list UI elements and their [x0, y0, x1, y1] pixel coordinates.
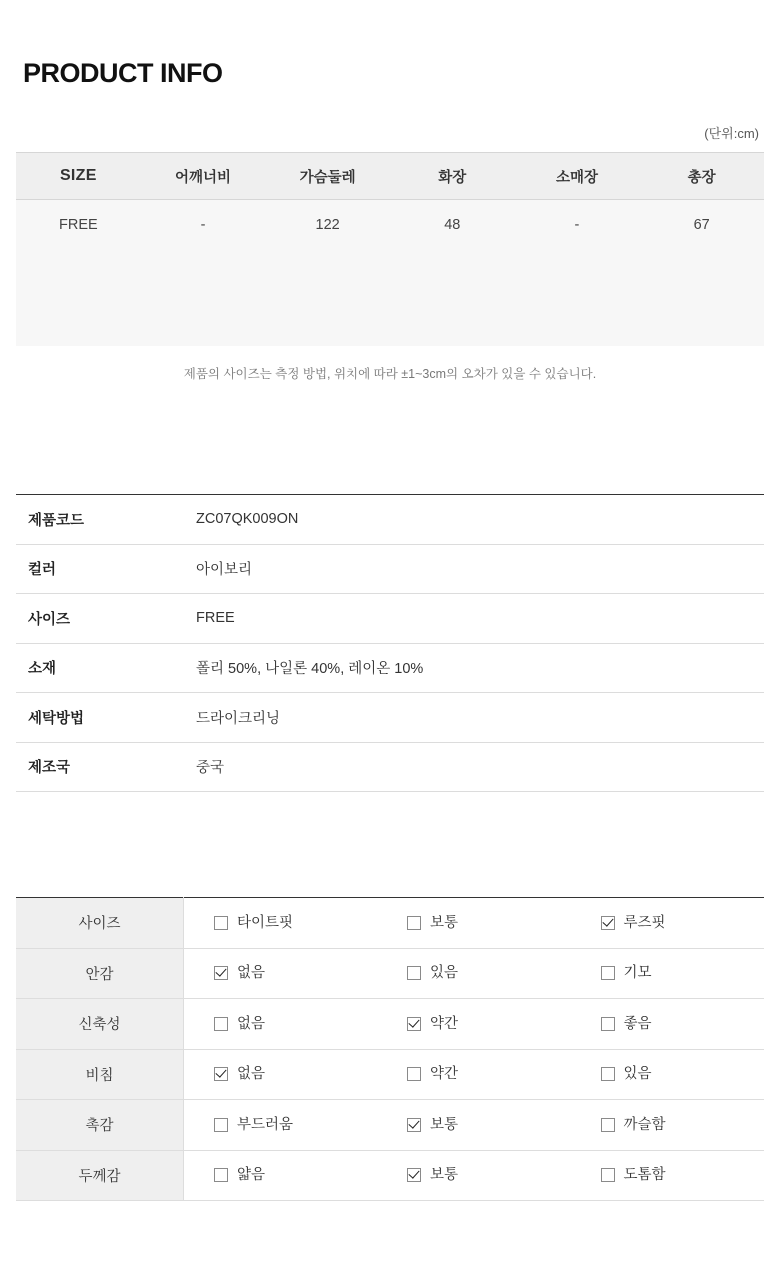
table-row [16, 594, 764, 644]
table-row [16, 1049, 764, 1100]
table-row [16, 1150, 764, 1201]
spec-value-color: 아이보리 [196, 562, 253, 579]
spec-table-body [16, 495, 764, 792]
size-column-header-total-length: 총장 [639, 153, 764, 200]
attr-option-label: 없음 [237, 1015, 266, 1032]
attr-label-fit: 사이즈 [16, 898, 184, 949]
attr-option-lining-none[interactable] [184, 948, 378, 999]
size-column-header-chest: 가슴둘레 [265, 153, 390, 200]
checkbox-unchecked-icon[interactable] [601, 1118, 615, 1132]
spec-label-product-code: 제품코드 [28, 512, 85, 529]
spec-value-size: FREE [196, 610, 235, 627]
attribute-table [16, 897, 764, 1201]
attr-option-label: 없음 [237, 965, 266, 981]
size-column-header-size: SIZE [16, 153, 141, 200]
attr-option-elasticity-slight[interactable] [377, 999, 571, 1050]
checkbox-unchecked-icon[interactable] [214, 1118, 228, 1132]
checkbox-unchecked-icon[interactable] [407, 966, 421, 980]
table-row [16, 693, 764, 743]
size-table-head [16, 153, 764, 200]
checkbox-unchecked-icon[interactable] [214, 916, 228, 930]
attr-option-texture-normal[interactable] [377, 1100, 571, 1151]
attr-option-elasticity-good[interactable] [571, 999, 765, 1050]
spec-value-washing: 드라이크리닝 [196, 710, 281, 727]
attr-option-thickness-normal[interactable] [377, 1150, 571, 1201]
checkbox-unchecked-icon[interactable] [601, 966, 615, 980]
size-cell-shoulder: - [141, 200, 266, 251]
checkbox-unchecked-icon[interactable] [407, 916, 421, 930]
table-row [16, 1100, 764, 1151]
attr-option-label: 까슬함 [623, 1116, 666, 1133]
attr-option-sheerness-none[interactable] [184, 1049, 378, 1100]
attr-option-label: 타이트핏 [237, 914, 294, 931]
attr-label-thickness: 두께감 [16, 1150, 184, 1201]
table-row [16, 742, 764, 792]
attr-option-label: 약간 [430, 1066, 459, 1082]
attr-option-texture-soft[interactable] [184, 1100, 378, 1151]
size-column-header-shoulder: 어깨너비 [141, 153, 266, 200]
checkbox-checked-icon[interactable] [214, 966, 228, 980]
attr-option-label: 루즈핏 [623, 914, 666, 931]
attribute-table-section [16, 897, 764, 1201]
attr-label-lining: 안감 [16, 948, 184, 999]
checkbox-unchecked-icon[interactable] [214, 1168, 228, 1182]
table-row [16, 544, 764, 594]
attribute-table-body [16, 898, 764, 1201]
attr-option-label: 약간 [430, 1015, 459, 1032]
attr-label-elasticity: 신축성 [16, 999, 184, 1050]
table-row [16, 200, 764, 251]
spec-value-origin: 중국 [196, 760, 225, 777]
attr-option-elasticity-none[interactable] [184, 999, 378, 1050]
table-row [16, 999, 764, 1050]
attr-option-lining-yes[interactable] [377, 948, 571, 999]
attr-option-thickness-thick[interactable] [571, 1150, 765, 1201]
checkbox-checked-icon[interactable] [407, 1168, 421, 1182]
checkbox-unchecked-icon[interactable] [601, 1168, 615, 1182]
table-row [16, 495, 764, 545]
size-column-header-sleeve-span: 화장 [390, 153, 515, 200]
size-cell-total-length: 67 [639, 200, 764, 251]
checkbox-checked-icon[interactable] [407, 1017, 421, 1031]
spec-label-color: 컬러 [28, 562, 57, 579]
attr-option-label: 얇음 [237, 1167, 266, 1183]
attr-option-label: 도톰함 [623, 1167, 666, 1183]
spec-label-washing: 세탁방법 [28, 710, 85, 727]
attr-option-thickness-thin[interactable] [184, 1150, 378, 1201]
size-table-header-row [16, 153, 764, 200]
attr-option-label: 보통 [430, 914, 459, 931]
attr-option-label: 좋음 [623, 1015, 652, 1032]
table-row [16, 948, 764, 999]
attr-option-label: 부드러움 [237, 1116, 294, 1133]
checkbox-checked-icon[interactable] [214, 1067, 228, 1081]
attr-option-fit-loose[interactable] [571, 898, 765, 949]
size-table-filler-row [16, 250, 764, 346]
spec-value-product-code: ZC07QK009ON [196, 511, 299, 528]
size-table [16, 152, 764, 346]
attr-option-texture-rough[interactable] [571, 1100, 765, 1151]
attr-label-texture: 촉감 [16, 1100, 184, 1151]
checkbox-unchecked-icon[interactable] [407, 1067, 421, 1081]
spec-table [16, 494, 764, 792]
spec-label-material: 소재 [28, 661, 57, 678]
attr-option-lining-fleece[interactable] [571, 948, 765, 999]
size-cell-sleeve-span: 48 [390, 200, 515, 251]
unit-note: (단위:cm) [704, 126, 759, 141]
size-table-section [16, 152, 764, 382]
attr-label-sheerness: 비침 [16, 1049, 184, 1100]
checkbox-checked-icon[interactable] [407, 1118, 421, 1132]
checkbox-unchecked-icon[interactable] [214, 1017, 228, 1031]
size-table-body [16, 200, 764, 347]
attr-option-sheerness-yes[interactable] [571, 1049, 765, 1100]
attr-option-label: 기모 [623, 965, 652, 981]
size-column-header-sleeve-length: 소매장 [515, 153, 640, 200]
page-title: PRODUCT INFO [23, 58, 223, 88]
attr-option-fit-tight[interactable] [184, 898, 378, 949]
spec-label-origin: 제조국 [28, 760, 71, 777]
checkbox-unchecked-icon[interactable] [601, 1067, 615, 1081]
size-cell-sleeve-length: - [515, 200, 640, 251]
attr-option-label: 있음 [623, 1066, 652, 1082]
attr-option-sheerness-slight[interactable] [377, 1049, 571, 1100]
checkbox-checked-icon[interactable] [601, 916, 615, 930]
spec-table-section [16, 494, 764, 792]
attr-option-fit-normal[interactable] [377, 898, 571, 949]
size-tolerance-note: 제품의 사이즈는 측정 방법, 위치에 따라 ±1~3cm의 오차가 있을 수 있습니다. [183, 367, 597, 381]
size-cell-chest: 122 [265, 200, 390, 251]
size-cell-size: FREE [16, 200, 141, 251]
attr-option-label: 보통 [430, 1167, 459, 1183]
attr-option-label: 있음 [430, 965, 459, 981]
attr-option-label: 보통 [430, 1116, 459, 1133]
attr-option-label: 없음 [237, 1066, 266, 1082]
checkbox-unchecked-icon[interactable] [601, 1017, 615, 1031]
table-row [16, 643, 764, 693]
spec-value-material: 폴리 50%, 나일론 40%, 레이온 10% [196, 661, 424, 678]
table-row [16, 898, 764, 949]
spec-label-size: 사이즈 [28, 611, 71, 628]
